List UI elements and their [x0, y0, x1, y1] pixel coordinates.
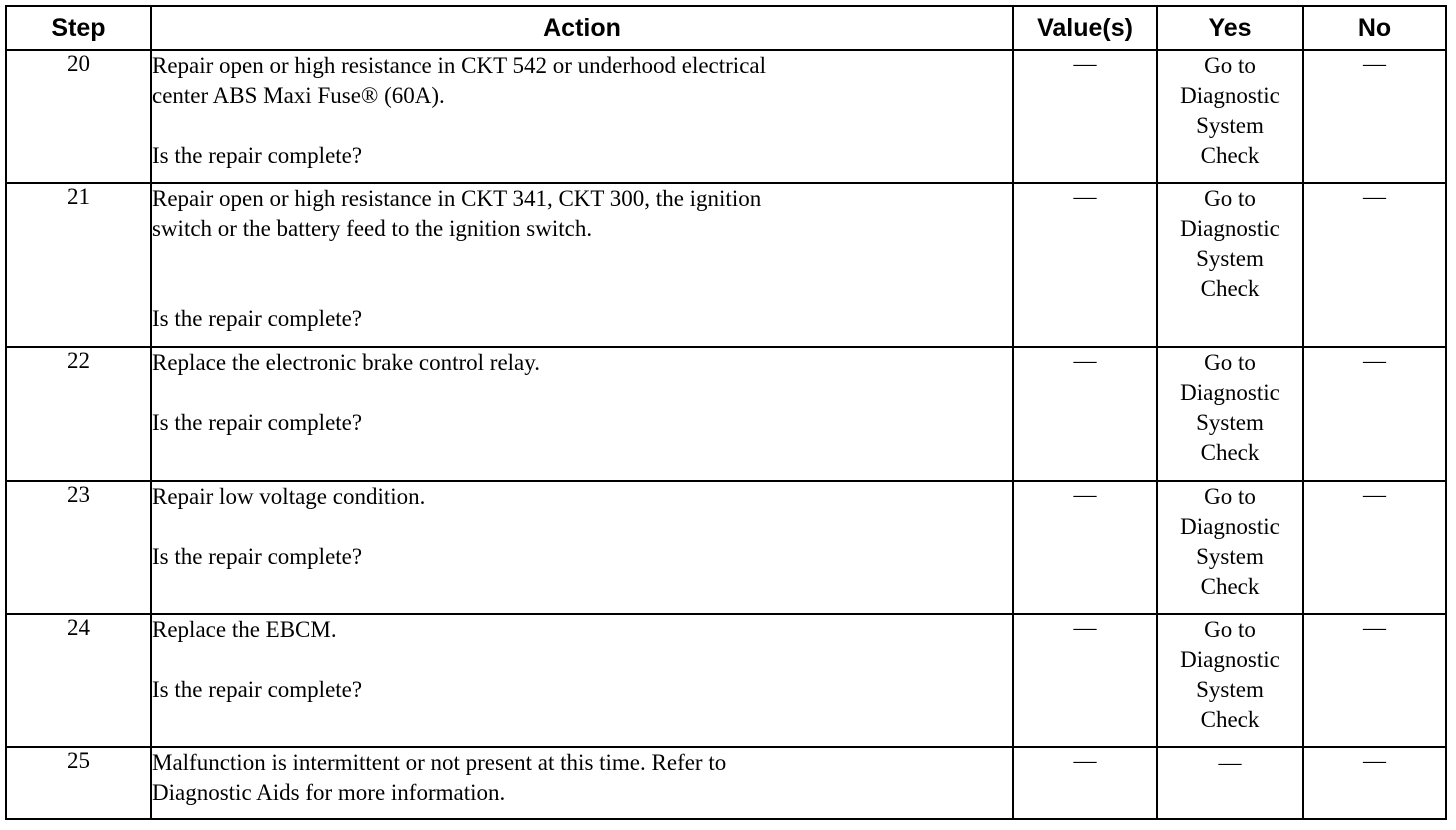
yes-line: Check: [1200, 276, 1260, 301]
yes-line: Diagnostic: [1180, 514, 1280, 539]
yes-cell: [1157, 50, 1303, 183]
no-cell: —: [1303, 347, 1446, 481]
action-line: Repair low voltage condition.: [152, 484, 426, 509]
header-yes: Yes: [1157, 6, 1303, 50]
value-cell: —: [1013, 747, 1157, 819]
yes-line: Check: [1200, 440, 1260, 465]
action-question: Is the repair complete?: [152, 410, 363, 435]
action-cell: [151, 183, 1013, 347]
action-question: Is the repair complete?: [152, 143, 363, 168]
yes-line: System: [1196, 544, 1264, 569]
step-number: 25: [6, 747, 151, 819]
action-cell: [151, 747, 1013, 819]
table-row: [6, 481, 1446, 614]
yes-cell: [1157, 481, 1303, 614]
yes-cell: [1157, 747, 1303, 819]
table-row: [6, 183, 1446, 347]
action-line: Malfunction is intermittent or not present at this time. Refer to: [152, 750, 727, 775]
action-line: Repair open or high resistance in CKT 341, CKT 300, the ignition: [152, 186, 762, 211]
yes-line: Go to: [1204, 350, 1256, 375]
value-cell: —: [1013, 50, 1157, 183]
action-question: Is the repair complete?: [152, 544, 363, 569]
yes-line: System: [1196, 113, 1264, 138]
action-question: Is the repair complete?: [152, 306, 363, 331]
action-cell: [151, 614, 1013, 747]
action-cell: [151, 481, 1013, 614]
table-row: [6, 347, 1446, 481]
yes-line: System: [1196, 246, 1264, 271]
action-line: Diagnostic Aids for more information.: [152, 780, 506, 805]
yes-line: System: [1196, 677, 1264, 702]
yes-line: Go to: [1204, 53, 1256, 78]
table-row: [6, 614, 1446, 747]
yes-line: Go to: [1204, 484, 1256, 509]
no-cell: —: [1303, 183, 1446, 347]
step-number: 21: [6, 183, 151, 347]
action-line: center ABS Maxi Fuse® (60A).: [152, 83, 445, 108]
step-number: 22: [6, 347, 151, 481]
action-question: Is the repair complete?: [152, 677, 363, 702]
step-number: 23: [6, 481, 151, 614]
header-step: Step: [6, 6, 151, 50]
value-cell: —: [1013, 347, 1157, 481]
no-cell: —: [1303, 747, 1446, 819]
step-number: 24: [6, 614, 151, 747]
yes-line: System: [1196, 410, 1264, 435]
value-cell: —: [1013, 614, 1157, 747]
header-values: Value(s): [1013, 6, 1157, 50]
yes-line: Check: [1200, 574, 1260, 599]
action-line: Replace the EBCM.: [152, 617, 337, 642]
yes-cell: [1157, 347, 1303, 481]
yes-line: Diagnostic: [1180, 647, 1280, 672]
yes-line: Go to: [1204, 617, 1256, 642]
action-line: Replace the electronic brake control relay.: [152, 350, 541, 375]
value-cell: —: [1013, 183, 1157, 347]
yes-line: Go to: [1204, 186, 1256, 211]
no-cell: —: [1303, 50, 1446, 183]
action-line: Repair open or high resistance in CKT 542 or underhood electrical: [152, 53, 767, 78]
step-number: 20: [6, 50, 151, 183]
yes-line: Diagnostic: [1180, 380, 1280, 405]
header-row: [6, 6, 1446, 50]
no-cell: —: [1303, 481, 1446, 614]
diagnostic-table: [5, 5, 1447, 820]
table-row: [6, 50, 1446, 183]
yes-line: Diagnostic: [1180, 216, 1280, 241]
yes-line: Diagnostic: [1180, 83, 1280, 108]
yes-cell: [1157, 614, 1303, 747]
action-cell: [151, 50, 1013, 183]
value-cell: —: [1013, 481, 1157, 614]
action-line: switch or the battery feed to the ignition switch.: [152, 216, 593, 241]
yes-cell: [1157, 183, 1303, 347]
no-cell: —: [1303, 614, 1446, 747]
header-action: Action: [151, 6, 1013, 50]
yes-line: Check: [1200, 143, 1260, 168]
table-row: [6, 747, 1446, 819]
yes-line: Check: [1200, 707, 1260, 732]
action-cell: [151, 347, 1013, 481]
header-no: No: [1303, 6, 1446, 50]
yes-line: —: [1218, 750, 1242, 775]
